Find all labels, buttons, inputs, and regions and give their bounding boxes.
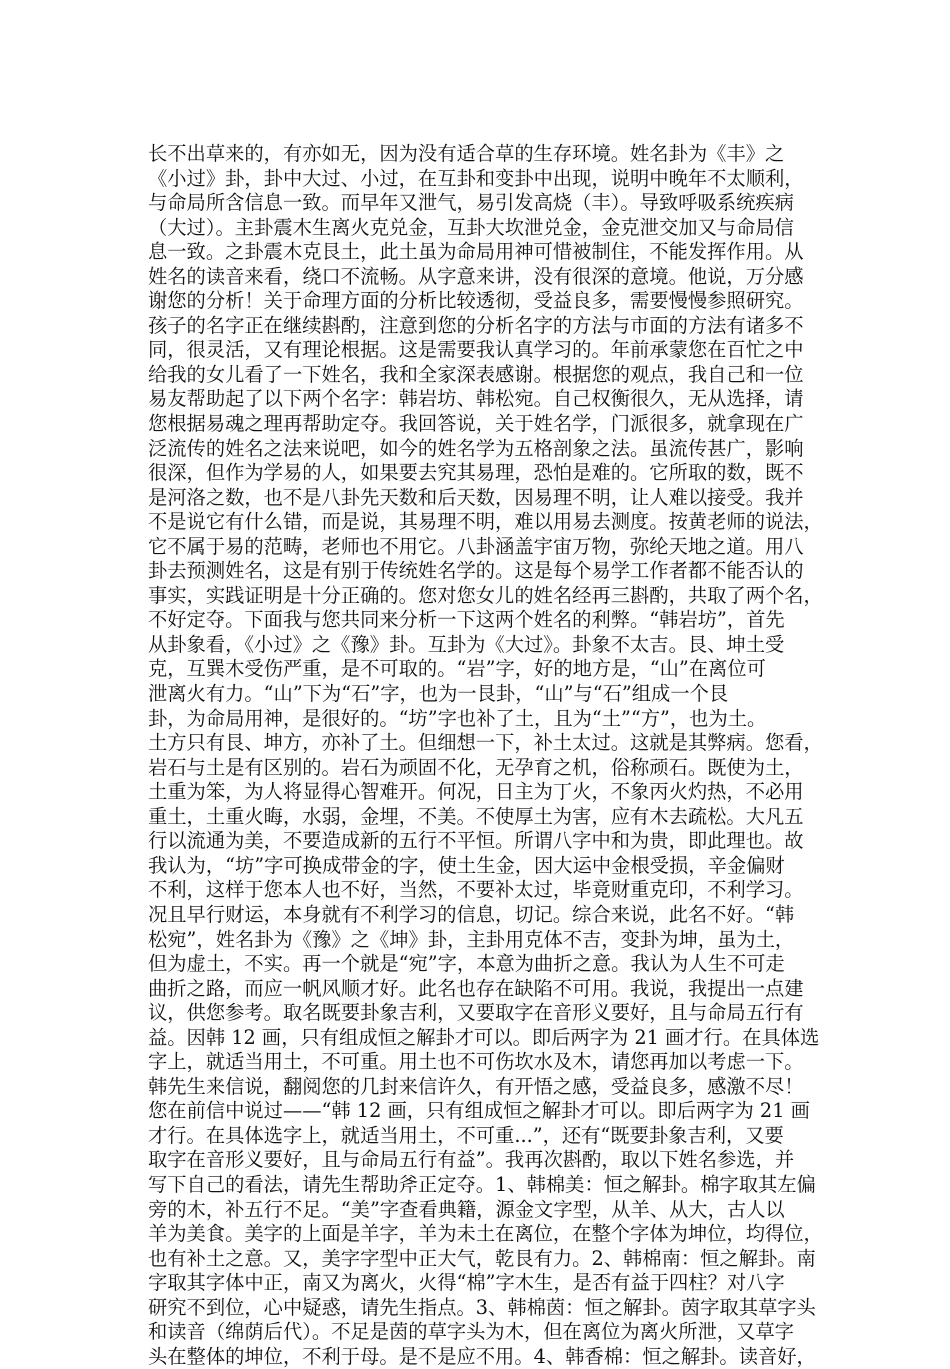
text-line: 不是说它有什么错，而是说，其易理不明，难以用易去测度。按黄老师的说法，: [148, 510, 823, 534]
text-line: 我认为，“坊”字可换成带金的字，使土生金，因大运中金根受损，辛金偏财: [148, 853, 785, 877]
text-line: 易友帮助起了以下两个名字：韩岩坊、韩松宛。自己权衡很久，无从选择，请: [148, 387, 804, 411]
text-line: 取字在音形义要好，且与命局五行有益”。我再次斟酌，取以下姓名参选，并: [148, 1148, 795, 1172]
text-line: 字上，就适当用土，不可重。用土也不可伤坎水及木，请您再加以考虑一下。: [148, 1050, 804, 1074]
text-line: 议，供您参考。取名既要卦象吉利，又要取字在音形义要好，且与命局五行有: [148, 1001, 804, 1025]
text-line: 它不属于易的范畴，老师也不用它。八卦涵盖宇宙万物，弥纶天地之道。用八: [148, 534, 804, 558]
text-line: 泄离火有力。“山”下为“石”字，也为一艮卦，“山”与“石”组成一个艮: [148, 682, 729, 706]
text-line: 从卦象看，《小过》之《豫》卦。互卦为《大过》。卦象不太吉。艮、坤土受: [148, 632, 785, 656]
text-line: 您根据易魂之理再帮助定夺。我回答说，关于姓名学，门派很多，就拿现在广: [148, 412, 804, 436]
text-line: 头在整体的坤位，不利于母。是不是应不用。4、韩香棉：恒之解卦。读音好，: [148, 1344, 816, 1368]
text-line: 才行。在具体选字上，就适当用土，不可重...”，还有“既要卦象吉利，又要: [148, 1123, 784, 1147]
text-line: 不好定夺。下面我与您共同来分析一下这两个姓名的利弊。“韩岩坊”，首先: [148, 608, 785, 632]
text-line: 松宛”，姓名卦为《豫》之《坤》卦，主卦用克体不吉，变卦为坤，虽为土，: [148, 927, 795, 951]
text-line: 给我的女儿看了一下姓名，我和全家深表感谢。根据您的观点，我自己和一位: [148, 362, 804, 386]
text-line: 和读音（绵荫后代）。不足是茵的草字头为木，但在离位为离火所泄，又草字: [148, 1320, 794, 1344]
text-line: 研究不到位，心中疑惑，请先生指点。3、韩棉茵：恒之解卦。茵字取其草字头: [148, 1295, 816, 1319]
text-line: 息一致。之卦震木克艮土，此土虽为命局用神可惜被制住，不能发挥作用。从: [148, 240, 804, 264]
text-line: 羊为美食。美字的上面是羊字，羊为未土在离位，在整个字体为坤位，均得位，: [148, 1222, 823, 1246]
text-line: 泛流传的姓名之法来说吧，如今的姓名学为五格剖象之法。虽流传甚广，影响: [148, 436, 804, 460]
text-line: 您在前信中说过——“韩 12 画，只有组成恒之解卦才可以。即后两字为 21 画: [148, 1099, 810, 1123]
text-line: （大过）。主卦震木生离火克兑金，互卦大坎泄兑金，金克泄交加又与命局信: [148, 215, 794, 239]
text-line: 卦去预测姓名，这是有别于传统姓名学的。这是每个易学工作者都不能否认的: [148, 559, 804, 583]
text-line: 克，互巽木受伤严重，是不可取的。“岩”字，好的地方是，“山”在离位可: [148, 657, 766, 681]
text-line: 与命局所含信息一致。而早年又泄气，易引发高烧（丰）。导致呼吸系统疾病: [148, 191, 794, 215]
text-line: 字取其字体中正，南又为离火，火得“棉”字木生，是否有益于四柱？对八字: [148, 1271, 785, 1295]
text-line: 谢您的分析！关于命理方面的分析比较透彻，受益良多，需要慢慢参照研究。: [148, 289, 804, 313]
text-line: 孩子的名字正在继续斟酌，注意到您的分析名字的方法与市面的方法有诸多不: [148, 313, 804, 337]
text-line: 是河洛之数，也不是八卦先天数和后天数，因易理不明，让人难以接受。我并: [148, 485, 804, 509]
text-line: 但为虚土，不实。再一个就是“宛”字，本意为曲折之意。我认为人生不可走: [148, 952, 785, 976]
text-line: 益。因韩 12 画，只有组成恒之解卦才可以。即后两字为 21 画才行。在具体选: [148, 1025, 820, 1049]
text-line: 行以流通为美，不要造成新的五行不平恒。所谓八字中和为贵，即此理也。故: [148, 829, 804, 853]
text-line: 土重为笨，为人将显得心智难开。何况，日主为丁火，不象丙火灼热，不必用: [148, 780, 804, 804]
text-line: 岩石与土是有区别的。岩石为顽固不化，无孕育之机，俗称顽石。既使为土，: [148, 755, 804, 779]
text-line: 况且早行财运，本身就有不利学习的信息，切记。综合来说，此名不好。“韩: [148, 902, 795, 926]
text-line: 卦，为命局用神，是很好的。“坊”字也补了土，且为“土”“方”，也为土。: [148, 706, 767, 730]
text-line: 长不出草来的，有亦如无，因为没有适合草的生存环境。姓名卦为《丰》之: [148, 142, 785, 165]
text-line: 写下自己的看法，请先生帮助斧正定夺。1、韩棉美：恒之解卦。棉字取其左偏: [148, 1172, 816, 1196]
text-line: 重土，土重火晦，水弱，金埋，不美。不使厚土为害，应有木去疏松。大凡五: [148, 804, 804, 828]
text-line: 姓名的读音来看，绕口不流畅。从字意来讲，没有很深的意境。他说，万分感: [148, 264, 804, 288]
text-line: 韩先生来信说，翻阅您的几封来信许久，有开悟之感，受益良多，感激不尽！: [148, 1074, 804, 1098]
text-line: 土方只有艮、坤方，亦补了土。但细想一下，补土太过。这就是其弊病。您看，: [148, 731, 823, 755]
document-body: [148, 142, 823, 1369]
text-line: 很深，但作为学易的人，如果要去究其易理，恐怕是难的。它所取的数，既不: [148, 461, 804, 485]
text-line: 曲折之路，而应一帆风顺才好。此名也存在缺陷不可用。我说，我提出一点建: [148, 976, 804, 1000]
text-line: 旁的木，补五行不足。“美”字查看典籍，源金文字型，从羊、从大，古人以: [148, 1197, 785, 1221]
text-line: 事实，实践证明是十分正确的。您对您女儿的姓名经再三斟酌，共取了两个名，: [148, 583, 823, 607]
text-line: 不利，这样于您本人也不好，当然，不要补太过，毕竟财重克印，不利学习。: [148, 878, 804, 902]
text-line: 《小过》卦，卦中大过、小过，在互卦和变卦中出现，说明中晚年不太顺利，: [148, 166, 804, 190]
text-line: 也有补土之意。又，美字字型中正大气，乾艮有力。2、韩棉南：恒之解卦。南: [148, 1246, 816, 1270]
text-line: 同，很灵活，又有理论根据。这是需要我认真学习的。年前承蒙您在百忙之中: [148, 338, 804, 362]
